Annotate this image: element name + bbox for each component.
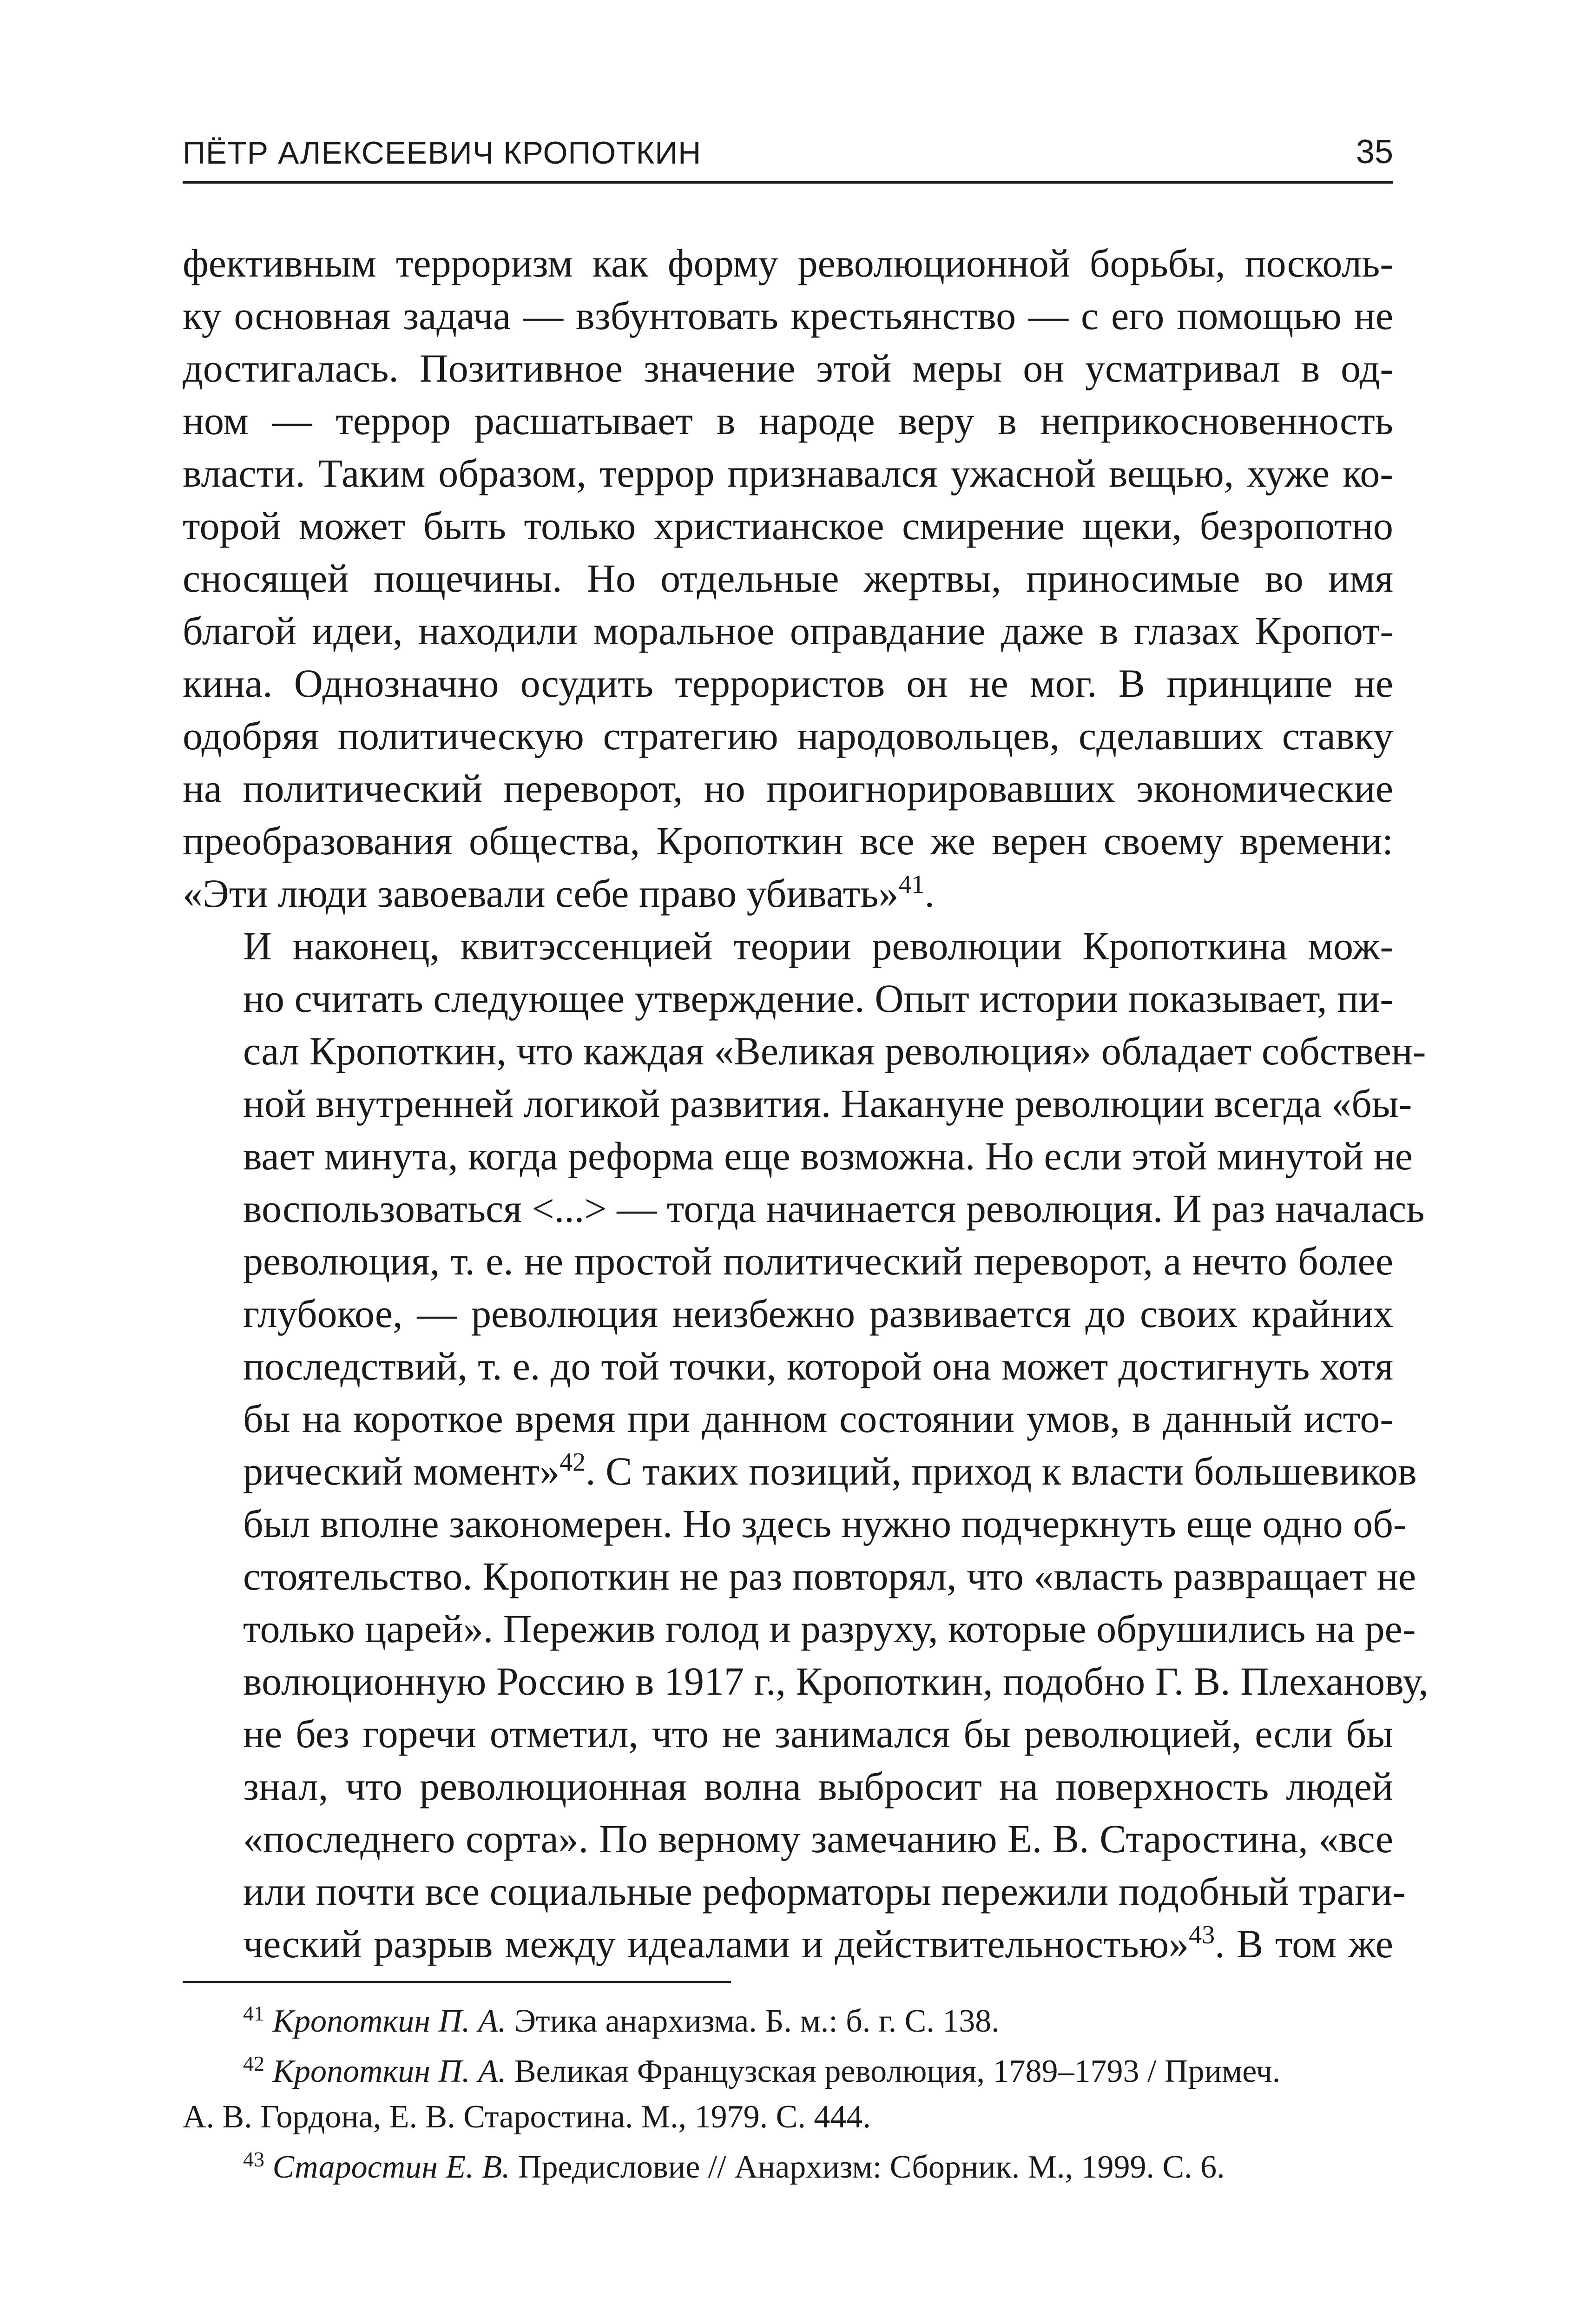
footnote-line <box>183 2049 1393 2094</box>
footnote-reference[interactable]: 41 <box>898 870 925 899</box>
text-line: или почти все социальные реформаторы пережили подобный траги- <box>243 1869 1406 1914</box>
footnote-42 <box>183 2049 1393 2140</box>
text-line: последствий, т. е. до той точки, которой она может достигнуть хотя <box>243 1344 1393 1388</box>
text-line: кина. Однозначно осудить террористов он не мог. В принципе не <box>183 661 1393 706</box>
footnote-number: 43 <box>243 2147 264 2171</box>
footnote-author: Кропоткин П. А. <box>272 2053 507 2089</box>
text-line: фективным терроризм как форму революционной борьбы, посколь- <box>183 241 1393 285</box>
footnote-continuation: А. В. Гордона, Е. В. Старостина. М., 1979. С. 444. <box>183 2099 871 2135</box>
text-line: преобразования общества, Кропоткин все же верен своему времени: <box>183 819 1393 863</box>
text-line: воспользоваться <...> — тогда начинается революция. И раз началась <box>243 1186 1425 1231</box>
text-line: ном — террор расшатывает в народе веру в неприкосновенность <box>183 398 1393 443</box>
footnote-43 <box>183 2145 1393 2190</box>
footnote-author: Старостин Е. В. <box>272 2149 510 2185</box>
text-line <box>183 1918 1393 1970</box>
text-line: достигалась. Позитивное значение этой меры он усматривал в од- <box>183 346 1393 390</box>
footnote-line <box>183 2145 1393 2190</box>
footnote-41 <box>183 1999 1393 2044</box>
footnote-separator <box>183 1981 731 1983</box>
text-fragment: . В том же <box>1215 1921 1393 1966</box>
text-line: торой может быть только христианское смирение щеки, безропотно <box>183 503 1393 548</box>
text-line: глубокое, — революция неизбежно развивается до своих крайних <box>243 1291 1393 1336</box>
text-line: сносящей пощечины. Но отдельные жертвы, приносимые во имя <box>183 556 1393 601</box>
footnote-number: 42 <box>243 2052 264 2075</box>
text-fragment: . <box>924 871 935 916</box>
text-line: был вполне закономерен. Но здесь нужно подчеркнуть еще одно об- <box>243 1501 1407 1546</box>
text-fragment: рический момент» <box>243 1449 560 1493</box>
text-line: ной внутренней логикой развития. Накануне революции всегда «бы- <box>243 1081 1412 1126</box>
footnote-line <box>183 1999 1393 2044</box>
text-line: сал Кропоткин, что каждая «Великая революция» обладает собствен- <box>243 1029 1426 1073</box>
running-title: ПЁТР АЛЕКСЕЕВИЧ КРОПОТКИН <box>183 135 702 171</box>
text-line: но считать следующее утверждение. Опыт истории показывает, пи- <box>243 976 1393 1021</box>
footnote-text: Предисловие // Анархизм: Сборник. М., 1999. С. 6. <box>510 2149 1225 2185</box>
text-line: благой идеи, находили моральное оправдание даже в глазах Кропот- <box>183 608 1393 653</box>
footnote-reference[interactable]: 42 <box>560 1448 586 1477</box>
text-fragment: ческий разрыв между идеалами и действительностью» <box>243 1921 1189 1966</box>
text-line: одобряя политическую стратегию народовольцев, сделавших ставку <box>183 713 1393 758</box>
text-line: не без горечи отметил, что не занимался бы революцией, если бы <box>243 1711 1393 1756</box>
text-line <box>183 867 1393 920</box>
text-line: только царей». Пережив голод и разруху, которые обрушились на ре- <box>243 1606 1416 1651</box>
page-number: 35 <box>1356 133 1393 171</box>
footnotes <box>183 1999 1393 2195</box>
footnote-number: 41 <box>243 2001 264 2025</box>
text-line <box>183 1445 1417 1498</box>
text-line: знал, что революционная волна выбросит на поверхность людей <box>243 1764 1393 1809</box>
text-line: власти. Таким образом, террор признавался ужасной вещью, хуже ко- <box>183 451 1393 495</box>
running-header <box>183 128 1393 184</box>
text-line: ку основная задача — взбунтовать крестьянство — с его помощью не <box>183 293 1393 338</box>
text-line: стоятельство. Кропоткин не раз повторял, что «власть развращает не <box>243 1554 1416 1598</box>
paragraph-1 <box>183 237 1393 920</box>
footnote-text: Великая Французская революция, 1789–1793 / Примеч. <box>506 2053 1281 2089</box>
body-text <box>183 237 1429 1970</box>
text-line: волюционную Россию в 1917 г., Кропоткин, подобно Г. В. Плеханову, <box>243 1659 1429 1703</box>
text-line: вает минута, когда реформа еще возможна. Но если этой минутой не <box>243 1134 1413 1178</box>
footnote-text: Этика анархизма. Б. м.: б. г. С. 138. <box>506 2003 1000 2039</box>
footnote-author: Кропоткин П. А. <box>272 2003 507 2039</box>
text-line: революция, т. е. не простой политический переворот, а нечто более <box>243 1239 1393 1283</box>
text-line: на политический переворот, но проигнорировавших экономические <box>183 766 1393 811</box>
text-line: И наконец, квитэссенцией теории революции Кропоткина мож- <box>243 924 1393 968</box>
footnote-reference[interactable]: 43 <box>1189 1921 1215 1949</box>
paragraph-2 <box>183 920 1429 1970</box>
text-fragment: «Эти люди завоевали себе право убивать» <box>183 871 899 916</box>
text-fragment: . С таких позиций, приход к власти большевиков <box>586 1449 1417 1493</box>
text-line: «последнего сорта». По верному замечанию Е. В. Старостина, «все <box>243 1816 1393 1861</box>
text-line: бы на короткое время при данном состоянии умов, в данный исто- <box>243 1396 1393 1441</box>
